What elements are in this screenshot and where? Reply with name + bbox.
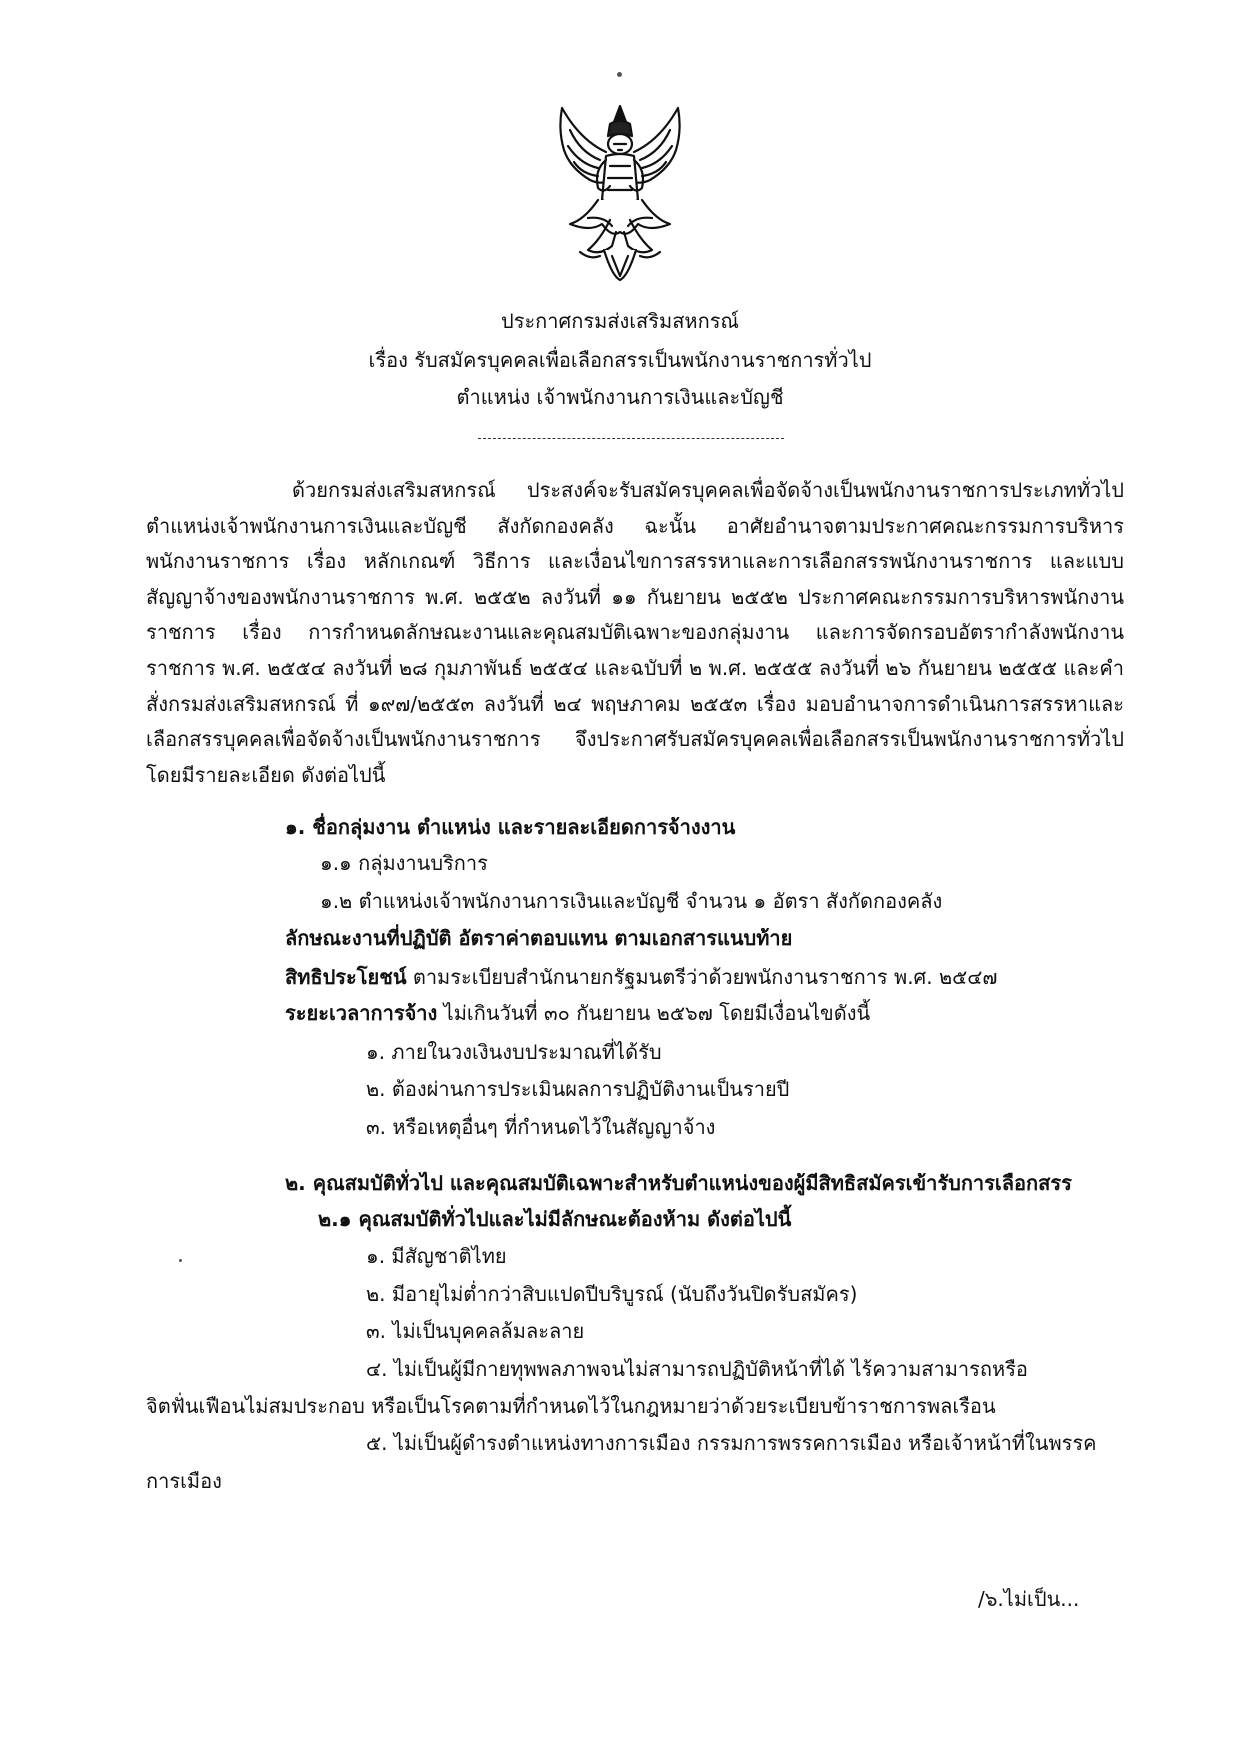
condition-item: ๒. ต้องผ่านการประเมินผลการปฏิบัติงานเป็นรายปี — [366, 1077, 790, 1101]
section2-sub-heading: ๒.๑ คุณสมบัติทั่วไปและไม่มีลักษณะต้องห้าม ดังต่อไปนี้ — [318, 1207, 792, 1231]
scan-speck — [179, 1259, 182, 1262]
announcement-subject: เรื่อง รับสมัครบุคคลเพื่อเลือกสรรเป็นพนักงานราชการทั่วไป — [368, 348, 872, 372]
scan-speck — [617, 72, 622, 77]
qualification-item: ๑. มีสัญชาติไทย — [366, 1244, 507, 1268]
qualification-item: ๓. ไม่เป็นบุคคลล้มละลาย — [366, 1319, 585, 1343]
qualification-item-4: ๔. ไม่เป็นผู้มีกายทุพพลภาพจนไม่สามารถปฏิบัติหน้าที่ได้ ไร้ความสามารถหรือ — [366, 1357, 1028, 1381]
garuda-emblem — [540, 100, 700, 285]
qualification-item-5-cont: การเมือง — [146, 1469, 222, 1493]
header-divider — [478, 438, 784, 439]
section1-item-1-1: ๑.๑ กลุ่มงานบริการ — [320, 851, 488, 875]
term-text: ไม่เกินวันที่ ๓๐ กันยายน ๒๕๖๗ โดยมีเงื่อนไขดังนี้ — [437, 1001, 871, 1025]
qualification-item-5: ๕. ไม่เป็นผู้ดำรงตำแหน่งทางการเมือง กรรมการพรรคการเมือง หรือเจ้าหน้าที่ในพรรค — [366, 1431, 1097, 1455]
continuation-marker: /๖.ไม่เป็น... — [978, 1587, 1080, 1611]
qualification-item-4-cont: จิตฟั่นเฟือนไม่สมประกอบ หรือเป็นโรคตามที่กำหนดไว้ในกฎหมายว่าด้วยระเบียบข้าราชการพลเรือน — [146, 1394, 996, 1418]
section1-heading: ๑. ชื่อกลุ่มงาน ตำแหน่ง และรายละเอียดการจ้างงาน — [285, 815, 736, 839]
section1-term — [285, 1000, 870, 1026]
term-label: ระยะเวลาการจ้าง — [285, 1001, 438, 1025]
condition-item: ๑. ภายในวงเงินงบประมาณที่ได้รับ — [366, 1040, 662, 1064]
announcement-position: ตำแหน่ง เจ้าพนักงานการเงินและบัญชี — [456, 385, 784, 409]
section1-benefit — [285, 964, 997, 990]
benefit-text: ตามระเบียบสำนักนายกรัฐมนตรีว่าด้วยพนักงานราชการ พ.ศ. ๒๕๔๗ — [406, 965, 998, 989]
section2-heading: ๒. คุณสมบัติทั่วไป และคุณสมบัติเฉพาะสำหรับตำแหน่งของผู้มีสิทธิสมัครเข้ารับการเลือกสรร — [285, 1171, 1072, 1195]
section1-item-1-2: ๑.๒ ตำแหน่งเจ้าพนักงานการเงินและบัญชี จำนวน ๑ อัตรา สังกัดกองคลัง — [320, 889, 943, 913]
benefit-label: สิทธิประโยชน์ — [285, 965, 407, 989]
condition-item: ๓. หรือเหตุอื่นๆ ที่กำหนดไว้ในสัญญาจ้าง — [366, 1115, 716, 1139]
announcement-org: ประกาศกรมส่งเสริมสหกรณ์ — [501, 309, 739, 333]
intro-paragraph: ด้วยกรมส่งเสริมสหกรณ์ ประสงค์จะรับสมัครบุคคลเพื่อจัดจ้างเป็นพนักงานราชการประเภททั่วไป ตำแหน่งเจ้าพนักงานการเงินและบัญชี สังกัดกองคลัง ฉะนั้น อาศัยอำนาจตามประกาศคณะกรรมการบริหารพนักงานราชการ เรื่อง หลักเกณฑ์ วิธีการ และเงื่อนไขการสรรหาและการเลือกสรรพนักงานราชการ และแบบสัญญาจ้างของพนักงานราชการ พ.ศ. ๒๕๕๒ ลงวันที่ ๑๑ กันยายน ๒๕๕๒ ประกาศคณะกรรมการบริหารพนักงานราชการ เรื่อง การกำหนดลักษณะงานและคุณสมบัติเฉพาะของกลุ่มงาน และการจัดกรอบอัตรากำลังพนักงานราชการ พ.ศ. ๒๕๕๔ ลงวันที่ ๒๘ กุมภาพันธ์ ๒๕๕๔ และฉบับที่ ๒ พ.ศ. ๒๕๕๕ ลงวันที่ ๒๖ กันยายน ๒๕๕๕ และคำสั่งกรมส่งเสริมสหกรณ์ ที่ ๑๙๗/๒๕๕๓ ลงวันที่ ๒๔ พฤษภาคม ๒๕๕๓ เรื่อง มอบอำนาจการดำเนินการสรรหาและเลือกสรรบุคคลเพื่อจัดจ้างเป็นพนักงานราชการ จึงประกาศรับสมัครบุคคลเพื่อเลือกสรรเป็นพนักงานราชการทั่วไป โดยมีรายละเอียด ดังต่อไปนี้ — [146, 478, 1124, 787]
section1-nature-label: ลักษณะงานที่ปฏิบัติ อัตราค่าตอบแทน ตามเอกสารแนบท้าย — [285, 926, 793, 950]
qualification-item: ๒. มีอายุไม่ต่ำกว่าสิบแปดปีบริบูรณ์ (นับถึงวันปิดรับสมัคร) — [366, 1282, 858, 1306]
